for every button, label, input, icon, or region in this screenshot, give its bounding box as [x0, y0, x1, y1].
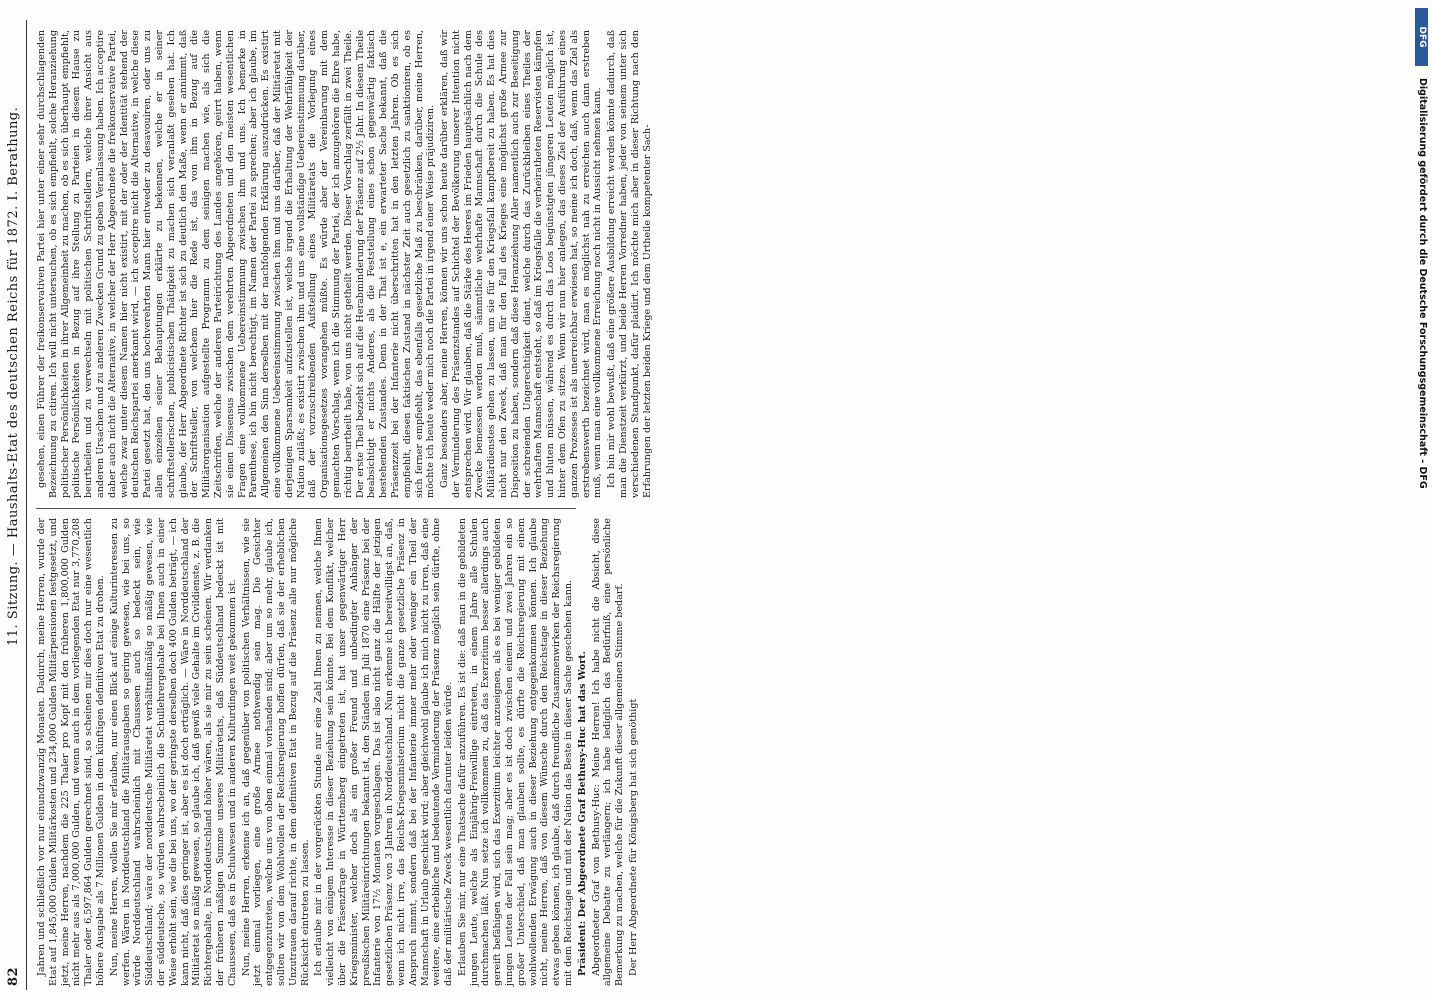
- digitization-credit: [1414, 6, 1428, 996]
- running-title: 11. Sitzung. — Haushalts-Etat des deutschen Reichs für 1872. I. Berathung.: [6, 106, 21, 646]
- paragraph: Nun, meine Herren, wollen Sie mir erlauben, nur einen Blick auf einige Kulturinteressen zu werfen. Wären in Norddeutschland die Militärausgaben so gering gewesen, wie bei uns, so würde Norddeutschland wahrscheinlich mit Chausseen auch so bedeckt sein, wie Süddeutschland; wäre der norddeutsche Militäretat verhältnißmäßig so mäßig gewesen, wie der süddeutsche, so würden wahrscheinlich die Schullehrergehalte bei Ihnen auch in einer Weise erhöht sein, wie die bei uns, wo der geringste derselben doch 400 Gulden beträgt, — ich kann nicht, daß dies geringer ist, aber es ist doch erträglich. — Wäre in Norddeutschland der Militäretat so mäßig gewesen, so glaube ich, daß gewiß viele Gehalte im Civildienste, z. B. die Richtergehalte, in Norddeutschland höher wären, als sie mir zu sein scheinen. Wir verdanken der früheren mäßigen Summe unseres Militäretats, daß Süddeutschland bedeckt ist mit Chausseen, daß es in Schulwesen und in anderen Kulturdingen weit gekommen ist.: [108, 518, 238, 986]
- speaker-paragraph: Abgeordneter Graf von Bethusy-Huc: Meine Herren! Ich habe nicht die Absicht, diese allgemeine Debatte zu verlängern; ich habe lediglich das Bedürfniß, eine persönliche Bemerkung zu machen, welche für die Zukunft dieser allgemeinen Stimme bedarf.: [590, 518, 626, 986]
- paragraph: Ich erlaube mir in der vorgerückten Stunde nur eine Zahl Ihnen zu nennen, welche Ihnen vielleicht von einigem Interesse in dieser Beziehung sein könnte. Bei dem Konflikt, welcher über die Präsenzfrage in Württemberg eingetreten ist, hat unser gegenwärtiger Herr Kriegsminister, welcher doch als ein großer Freund und unbedingter Anhänger der preußischen Militäreinrichtungen bekannt ist, den Ständen im Juli 1870 eine Präsenz bei der Infanterie von 17½ Monaten vorgeschlagen. Das ist also nicht ganz die Hälfte der jetzigen gesetzlichen Präsenz von 3 Jahren in Norddeutschland. Nun erkenne ich bereitwilligst an, daß, wenn ich nicht irre, das Reichs-Kriegsministerium nicht die ganze gesetzliche Präsenz in Anspruch nimmt, sondern daß bei der Infanterie immer mehr oder weniger ein Theil der Mannschaft in Urlaub geschickt wird; aber gleichwohl glaube ich mich nicht zu irren, daß eine weitere, eine erhebliche und bedeutende Verminderung der Präsenz möglich sein dürfte, ohne daß der militärische Zweck wesentlich darunter leiden würde.: [313, 518, 455, 986]
- right-column: [36, 30, 653, 498]
- paragraph: gesehen, einen Führer der freikonservativen Partei hier unter einer sehr durchschlagenden Bezeichnung zu citiren. Ich will nicht untersuchen, ob es sich empfiehlt, solche Heranziehung politischer Persönlichkeiten in ihrer Allgemeinheit zu machen, ob es sich überhaupt empfiehlt, politische Persönlichkeiten in Bezug auf ihre Stellung zu Parteien in diesem Hause zu beurtheilen und zu verwechseln mit politischen Schriftstellern, welche ihrer Ansicht aus anderen Ursachen und zu anderen Zwecken Grund zu geben Veranlassung haben. Ich acceptire daher auch nicht die Alternative, in welcher der Herr Abgeordnete die freikonservative Partei, welche zwar unter diesem Namen hier nicht existirt, mit der oder der Identität stehend der deutschen Reichspartei anerkannt wird, — ich acceptire nicht die Alternative, in welche diese Partei gesetzt hat, den uns hochverehrten Mann hier entweder zu desavouiren, oder uns zu allen einzelnen seiner Behauptungen erklärte zu bekennen, welche er in seiner schriftstellerischen, publicistischen Thätigkeit zu machen sich veranlaßt gesehen hat. Ich glaube, der Herr Abgeordnete Richter ist sich zu deutlich den Maße, wenn er annimmt, daß der Schriftsteller, von welchem hier die Rede ist, das von ihm in Bezug auf die Militärorganisation aufgestellte Programm zu dem seinigen machen wie, als sich die Zeitschriften, welche der anderen Parteirichtung des Landes angehören, geirrt haben, wenn sie einen Dissensus zwischen dem verehrten Abgeordneten und den meisten wesentlichen Fragen eine vollkommene Uebereinstimmung zwischen ihm und uns. Ich bemerke in Parenthese, ich bin nicht berechtigt, im Namen der Partei zu sprechen; aber ich glaube, im Allgemeinen den Sinn derselben mit der nachfolgenden Erklärung auszudrücken. Es existirt eine vollkommene Uebereinstimmung zwischen ihm und uns darüber, daß der Militäretat mit derjenigen Sparsamkeit aufzustellen ist, welche irgend die Erhaltung der Wehrfähigkeit der Nation zuläßt; es existirt zwischen ihm und uns eine vollständige Uebereinstimmung darüber, daß der vorzuschreibenden Aufstellung eines Militäretats die Vorlegung eines Organisationsgesetzes vorangehen müßte. Es würde aber der Vereinbarung mit dem gemachten Vorschlag, wenn ich die Stimmung der Partei, der ich anzugehören die Ehre habe, richtig beurtheilt habe, von uns nicht getheilt werden. Dieser Vorschlag zerfällt in zwei Theile. Der erste Theil bezieht sich auf die Herabminderung der Präsenz auf 2½ Jahr. In diesem Theile beabsichtigt er nichts Anderes, als die Feststellung eines schon gegenwärtig faktisch bestehenden Zustandes. Denn in der That ist e, ein erwarteter Sache bekannt, daß die Präsenzzeit bei der Infanterie nicht überschritten hat in den letzten Jahren. Ob es sich empfiehlt, diesen faktischen Zustand in nächster Zeit auch gesetzlich zu sanktioniren, ob es sich ferner empfiehlt, das ebenfalls gesetzliche Maß zu beschränken, darüber, meine Herren, möchte ich heute weder mich noch die Partei in irgend einer Weise präjudiziren.: [36, 30, 437, 498]
- dfg-logo-badge: [1415, 8, 1428, 66]
- dfg-badge-text: DFG: [1417, 26, 1427, 48]
- speaker-paragraph: Präsident: Der Abgeordnete Graf Bethusy-Huc hat das Wort.: [576, 650, 588, 976]
- rotated-print-sheet: [0, 0, 653, 1000]
- left-column: [36, 518, 640, 986]
- credit-text: Digitalisierung gefördert durch die Deutsche Forschungsgemeinschaft - DFG: [1417, 78, 1428, 489]
- paragraph: Nun, meine Herren, erkenne ich an, daß gegenüber von politischen Verhältnissen, wie sie jetzt einmal vorliegen, eine große Armee nothwendig sein mag. Die Gesichter entgegenzutreten, welche uns von oben einmal vorhanden sind; aber um so mehr, glaube ich, sollten wir von dem Wohlwollen der Reichsregierung hoffen dürfen, daß sie der erheblichen Unzutrauen darauf richte, in dem definitiven Etat in Bezug auf die Präsenz alle nur mögliche Rücksicht eintreten zu lassen.: [240, 518, 311, 986]
- paragraph: Jahren und schließlich vor nur einundzwanzig Monaten. Dadurch, meine Herren, wurde der Etat auf 1,845,000 Gulden Militärkosten und 234,000 Gulden Militärpensionen festgesetzt, und jetzt, meine Herren, nachdem die 225 Thaler pro Kopf mit den früheren 1,800,000 Gulden nicht mehr aus als 7,000,000 Gulden, und wenn auch in dem vorliegenden Etat nur 3,770,208 Thaler oder 6,597,864 Gulden gerechnet sind, so scheinen mir dies doch nur eine wesentlich höhere Ausgabe als 7 Millionen Gulden in dem künftigen definitiven Etat zu drohen.: [36, 518, 106, 986]
- page-number: 82: [6, 966, 21, 986]
- header-rule: [26, 20, 27, 990]
- paragraph: Erlauben Sie mir, nur eine Thatsache dafür anzuführen. Es ist die: daß man in die gebildeten jungen Leute, welche als Einjährig-Freiwillige eintreten, in einem Jahre alle Schulen durchmachen läßt. Nun setze ich vollkommen zu, daß das Exerzitium besser allerdings auch gereift befähigen wird, sich das Exerzitium leichter anzueignen, als es bei weniger gebildeten jungen Leuten der Fall sein mag; aber es ist doch zwischen einem und zwei Jahren ein so großer Unterschied, daß man glauben sollte, es dürfte die Reichsregierung mit einem wohlwollenden Erwägung auch in dieser Beziehung entgegenkommen können. Ich glaube nicht, meine Herren, daß von diesem Wünsche durch den Reichstage in dieser Beziehung etwas geben können, ich glaube, daß durch freundliche Zusammenwirken der Reichsregierung mit dem Reichstage und mit der Nation das Beste in dieser Sache geschehen kann.: [456, 518, 575, 986]
- running-header: [6, 26, 26, 986]
- paragraph: Der Herr Abgeordnete für Königsberg hat sich genöthigt: [628, 698, 640, 976]
- paragraph: Ganz besonders aber, meine Herren, können wir uns schon heute darüber erklären, daß wir der Verminderung des Präsenzstandes auf Schichtel der Bevölkerung unserer Intention nicht entsprechen wird. Wir glauben, daß die Stärke des Heeres im Frieden hauptsächlich nach dem Zwecke bemessen werden muß, sämmtliche wehrhafte Mannschaft durch die Schule des Militärdienstes gehen zu lassen, um sie für den Kriegsfall kampfbereit zu haben. Es hat dies nicht nur den Zweck, daß man für den Fall des Krieges eine möglichst große Armee zur Disposition zu haben, sondern daß diese Heranziehung Aller namentlich auch zur Beseitigung der schreienden Ungerechtigkeit dient, welche durch das Zurückbleiben eines Theiles der wehrhaften Mannschaft entsteht, so daß im Kriegsfalle die verheiratheten Reservisten kämpfen und bluten müssen, während es durch das Loos begünstigten jüngeren Leuten möglich ist, hinter dem Ofen zu sitzen. Wenn wir nun hier anlegen, das dieses Ziel der Ausführung eines ganzen Prozesses ist als unerreichbar erwiesen hat, so meine ich doch, daß, wenn das Ziel als erstrebenswerth bezeichnet wird, man es möglichst nah zu erreichen auch dann erstreben muß, wenn man eine vollkommene Erreichung noch nicht in Aussicht nehmen kann.: [439, 30, 604, 498]
- column-divider: [36, 508, 576, 509]
- paragraph: Ich bin mir wohl bewußt, daß eine größere Ausbildung erreicht werden könnte dadurch, daß man die Dienstzeit verkürzt, und beide Herren Vorredner haben, jeder von seinem unter sich verschiedenen Standpunkt, dafür plaidirt. Ich möchte mich aber in dieser Richtung nach den Erfahrungen der letzten beiden Kriege und dem Urtheile kompetenter Sach-: [606, 30, 653, 498]
